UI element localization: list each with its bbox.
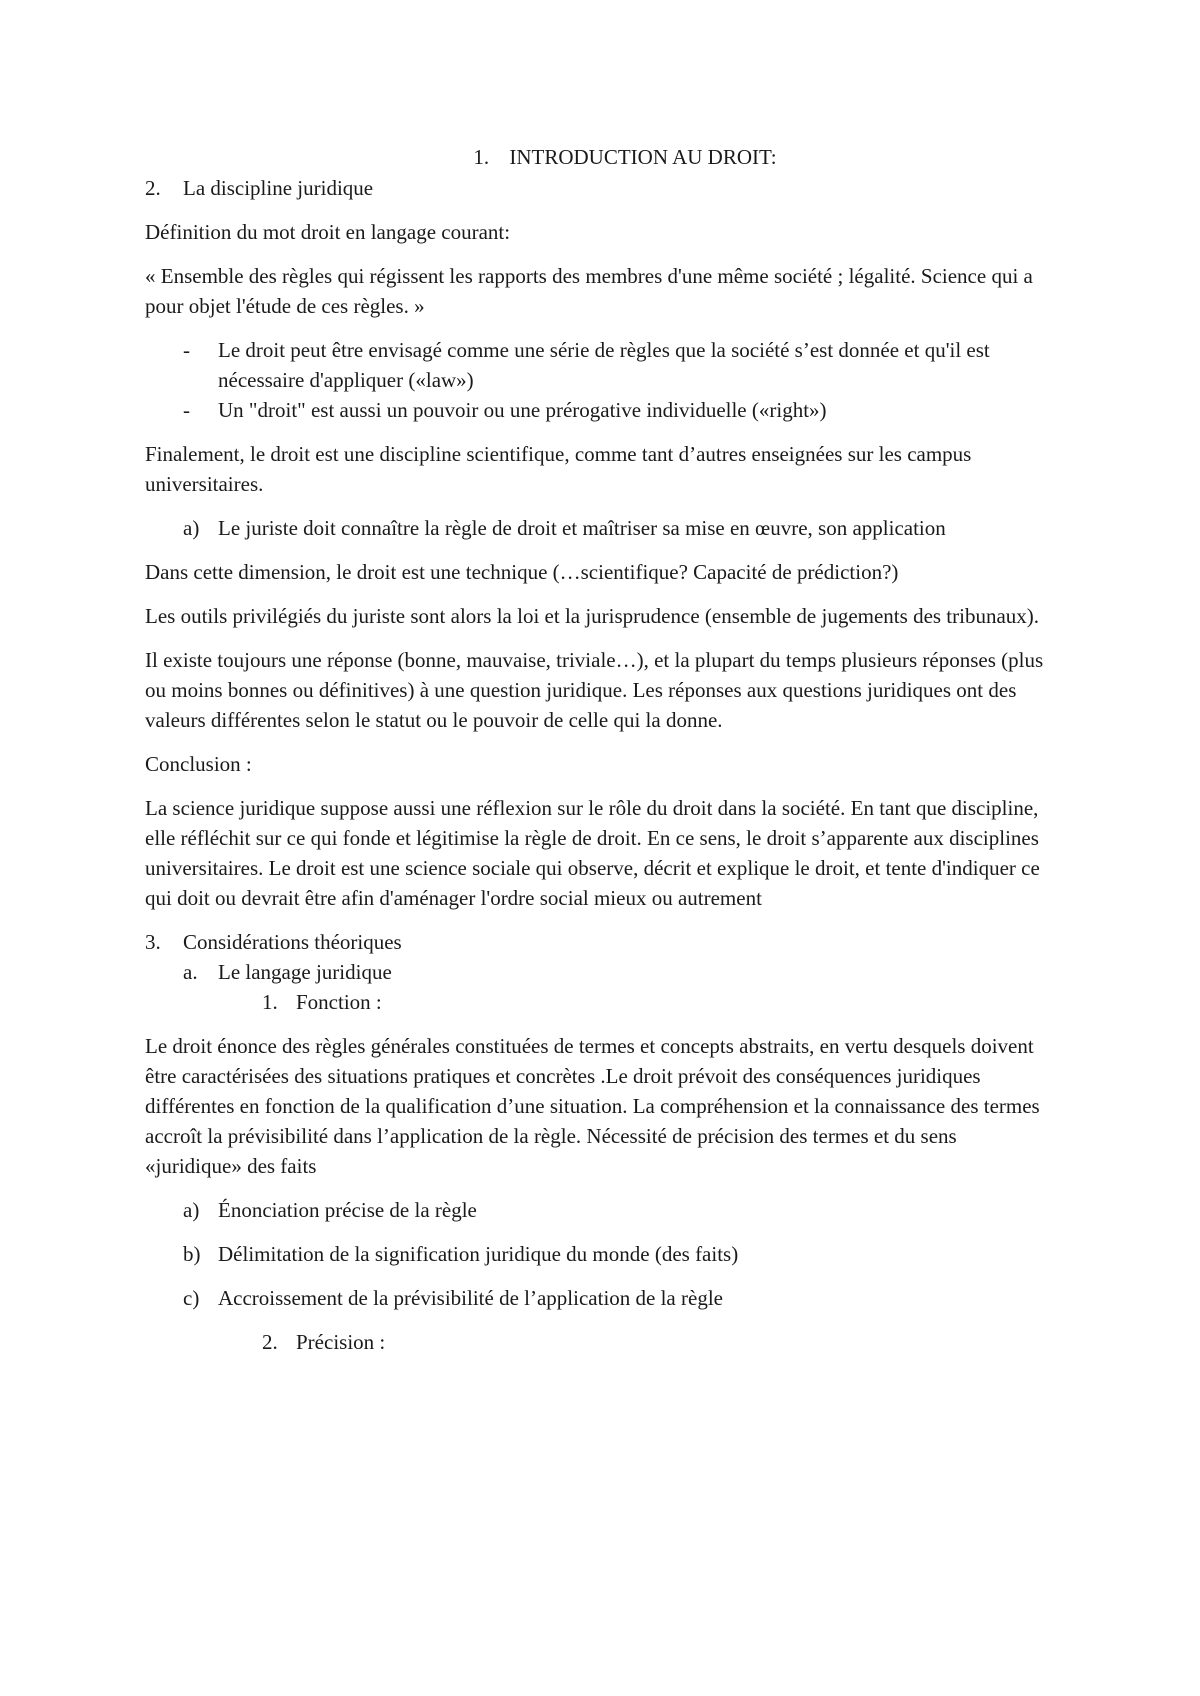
paragraph-conclusion: La science juridique suppose aussi une réflexion sur le rôle du droit dans la société. En tant que discipline, elle réfléchit sur ce qui fonde et légitimise la règle de droit. En ce sens, le droit s’apparente aux disciplines universitaires. Le droit est une science sociale qui observe, décrit et explique le droit, et tente d'indiquer ce qui doit ou devrait être afin d'aménager l'ordre social mieux ou autrement (145, 796, 1040, 910)
list-item-text: Énonciation précise de la règle (218, 1198, 477, 1222)
alpha-marker: c) (183, 1286, 200, 1310)
list-item-text: Le juriste doit connaître la règle de droit et maîtriser sa mise en œuvre, son application (218, 516, 946, 540)
paragraph-fonction: Le droit énonce des règles générales constituées de termes et concepts abstraits, en vertu desquels doivent être caractérisées des situations pratiques et concrètes .Le droit prévoit des conséquences juridiques différentes en fonction de la qualification d’une situation. La compréhension et la connaissance des termes accroît la prévisibilité dans l’application de la règle. Nécessité de précision des termes et du sens «juridique» des faits (145, 1034, 1040, 1178)
section-3-number: 3. (145, 930, 161, 954)
list-item-text: Un "droit" est aussi un pouvoir ou une prérogative individuelle («right») (218, 398, 827, 422)
paragraph-existe: Il existe toujours une réponse (bonne, mauvaise, triviale…), et la plupart du temps plusieurs réponses (plus ou moins bonnes ou définitives) à une question juridique. Les réponses aux questions juridiques ont des valeurs différentes selon le statut ou le pouvoir de celle qui la donne. (145, 648, 1044, 732)
list-item (145, 513, 1045, 543)
paragraph-outils: Les outils privilégiés du juriste sont alors la loi et la jurisprudence (ensemble de jugements des tribunaux). (145, 604, 1040, 628)
title-text: INTRODUCTION AU DROIT: (509, 145, 777, 169)
list-item (145, 1195, 1045, 1225)
list-item (145, 1283, 1045, 1313)
subsection-1-heading (145, 987, 1045, 1017)
subsection-1-text: Fonction : (296, 990, 382, 1014)
definition-heading: Définition du mot droit en langage courant: (145, 220, 511, 244)
document-title (145, 142, 1045, 172)
subsection-2-text: Précision : (296, 1330, 386, 1354)
subsection-2-marker: 2. (262, 1330, 278, 1354)
subsection-a-text: Le langage juridique (218, 960, 392, 984)
dash-marker: - (183, 398, 190, 422)
abc-list (145, 1195, 1045, 1313)
list-item-text: Délimitation de la signification juridique du monde (des faits) (218, 1242, 739, 1266)
dash-list (145, 335, 1045, 425)
list-item-text: Le droit peut être envisagé comme une série de règles que la société s’est donnée et qu'il est nécessaire d'appliquer («law») (218, 338, 990, 392)
dash-marker: - (183, 338, 190, 362)
paragraph-dimension: Dans cette dimension, le droit est une technique (…scientifique? Capacité de prédiction?) (145, 560, 899, 584)
subsection-a-marker: a. (183, 960, 198, 984)
alpha-marker: b) (183, 1242, 201, 1266)
subsection-1-marker: 1. (262, 990, 278, 1014)
section-3-heading (145, 927, 1045, 957)
list-item (145, 335, 1045, 395)
list-item (145, 1239, 1045, 1269)
alpha-marker: a) (183, 1198, 200, 1222)
section-2-number: 2. (145, 176, 161, 200)
definition-quote: « Ensemble des règles qui régissent les rapports des membres d'une même société ; légalité. Science qui a pour objet l'étude de ces règles. » (145, 264, 1033, 318)
paragraph-finalement: Finalement, le droit est une discipline scientifique, comme tant d’autres enseignées sur les campus universitaires. (145, 442, 972, 496)
section-2-text: La discipline juridique (183, 176, 374, 200)
list-item (145, 395, 1045, 425)
juriste-list (145, 513, 1045, 543)
title-number: 1. (473, 145, 490, 169)
subsection-2-heading (145, 1327, 1045, 1357)
list-item-text: Accroissement de la prévisibilité de l’application de la règle (218, 1286, 723, 1310)
conclusion-label: Conclusion : (145, 752, 252, 776)
section-3-text: Considérations théoriques (183, 930, 402, 954)
document-page (145, 142, 1045, 1357)
subsection-a-heading (145, 957, 1045, 987)
alpha-marker: a) (183, 516, 200, 540)
section-2-heading (145, 173, 1045, 203)
